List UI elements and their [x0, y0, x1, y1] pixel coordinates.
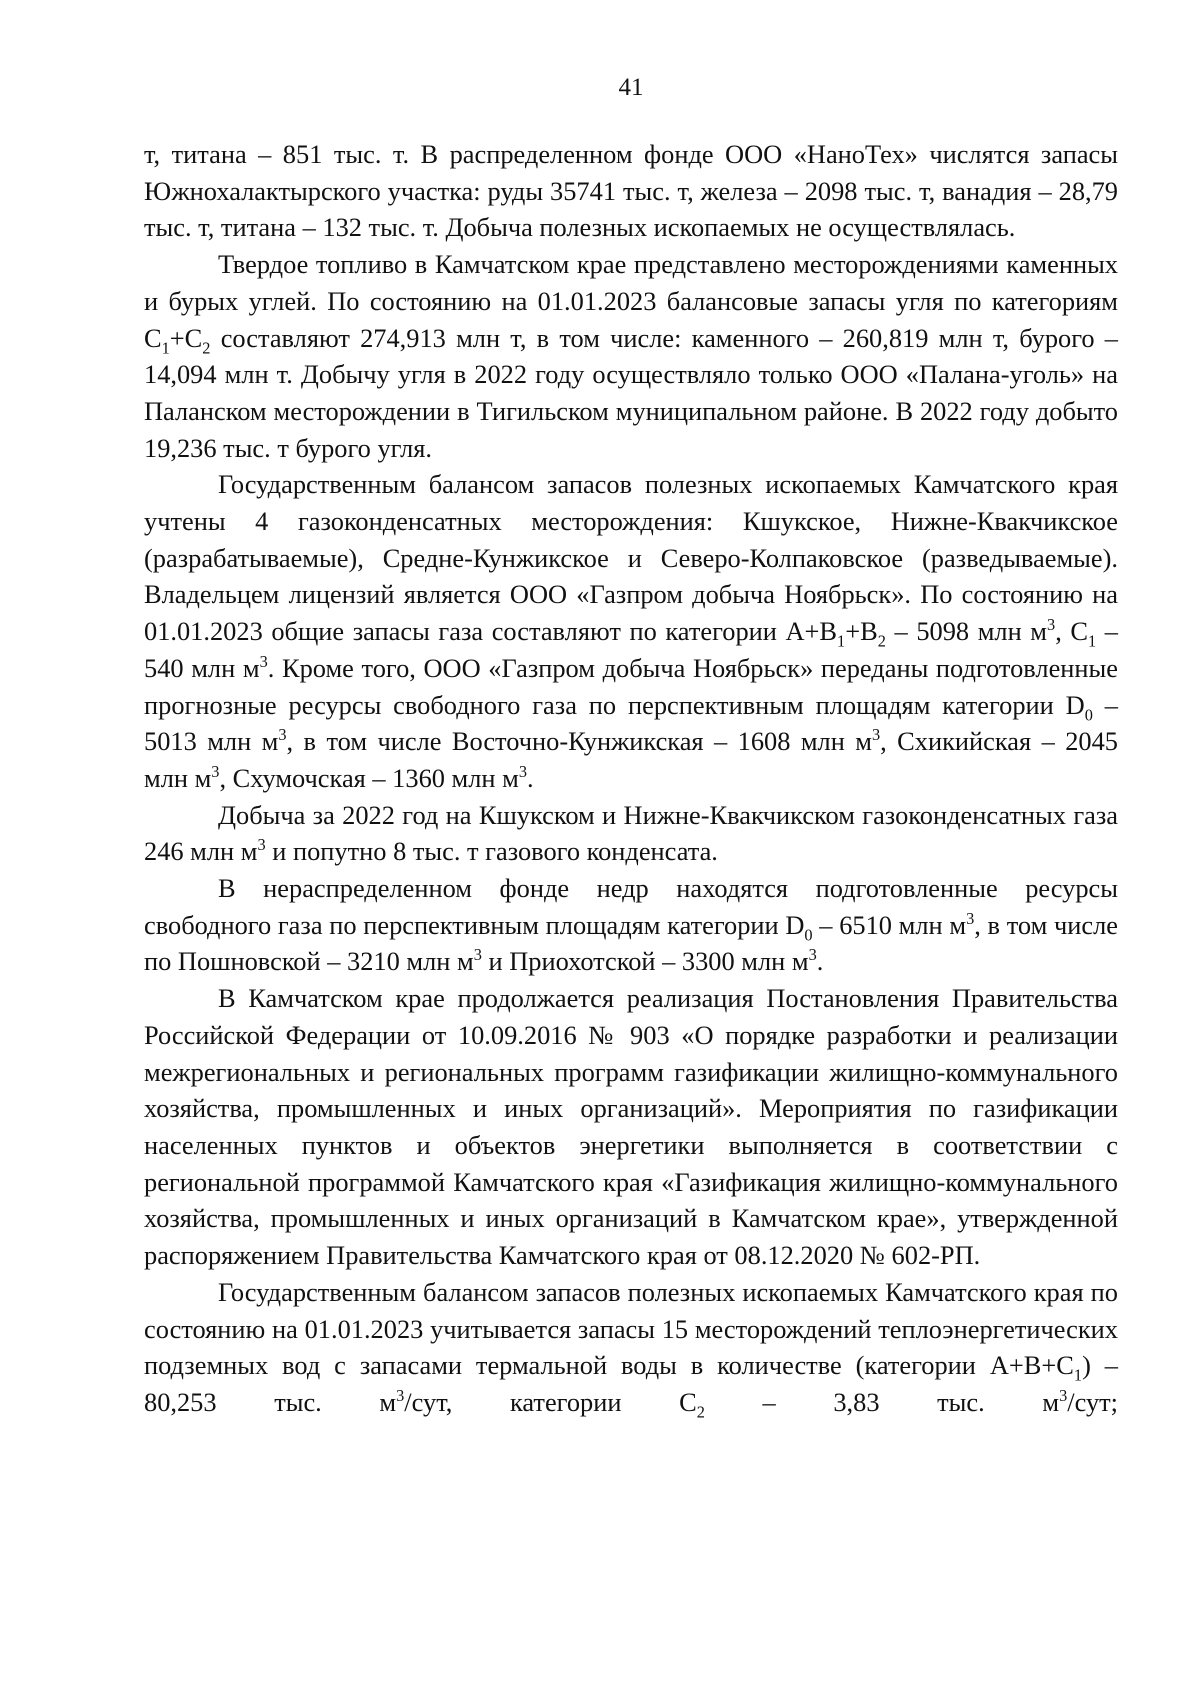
- text-run: – 6510 млн м: [812, 909, 967, 940]
- text-run: т, титана – 851 тыс. т. В распределенном фонде ООО «НаноТех» числятся запасы Южнохалактырского участка: руды 35741 тыс. т, железа – 2098 тыс. т, ванадия – 28,79 тыс. т, титана – 132 тыс. т. Добыча полезных ископаемых не осуществлялась.: [144, 139, 1118, 243]
- subscript: 2: [696, 1402, 705, 1422]
- paragraph-gasification-program: [144, 980, 1118, 1274]
- superscript: 3: [871, 725, 881, 745]
- text-run: Добыча за 2022 год на Кшукском и Нижне-Квакчикском газоконденсатных газа 246 млн м: [144, 799, 1118, 867]
- superscript: 3: [518, 762, 528, 782]
- superscript: 3: [473, 945, 482, 965]
- subscript: 0: [1084, 704, 1093, 724]
- text-run: , в том числе Восточно-Кунжикская – 1608 млн м: [286, 726, 872, 757]
- superscript: 3: [1059, 1386, 1068, 1406]
- text-run: , Схикийская – 2045 млн м: [144, 726, 1118, 793]
- paragraph-solid-fuel: [144, 246, 1118, 466]
- superscript: 3: [966, 908, 975, 928]
- paragraph-thermal-waters: [144, 1274, 1118, 1421]
- superscript: 3: [1047, 615, 1056, 635]
- text-run: В нераспределенном фонде недр находятся подготовленные ресурсы свободного газа по перспективным площадям категории D: [144, 873, 1118, 940]
- subscript: 2: [202, 337, 211, 357]
- paragraph-gas-production: [144, 797, 1118, 870]
- text-run: составляют 274,913 млн т, в том числе: каменного – 260,819 млн т, бурого – 14,094 млн т. Добычу угля в 2022 году осуществляло только ООО «Палана-уголь» на Паланском месторождении в Тигильском муниципальном районе. В 2022 году добыто 19,236 тыс. т бурого угля.: [144, 322, 1118, 463]
- paragraph-gas-condensate-fields: [144, 466, 1118, 796]
- text-run: , С: [1055, 616, 1089, 647]
- text-run: – 5013 млн м: [144, 689, 1118, 757]
- subscript: 1: [161, 337, 170, 357]
- text-run: и Приохотской – 3300 млн м: [481, 946, 809, 977]
- text-run: В Камчатском крае продолжается реализация Постановления Правительства Российской Федерации от 10.09.2016 № 903 «О порядке разработки и реализации межрегиональных и региональных программ газификации жилищно-коммунального хозяйства, промышленных и иных организаций». Мероприятия по газификации населенных пунктов и объектов энергетики выполняется в соответствии с региональной программой Камчатского края «Газификация жилищно-коммунального хозяйства, промышленных и иных организаций в Камчатском крае», утвержденной распоряжением Правительства Камчатского края от 08.12.2020 № 602-РП.: [144, 983, 1118, 1271]
- text-run: Государственным балансом запасов полезных ископаемых Камчатского края по состоянию на 01.01.2023 учитывается запасы 15 месторождений теплоэнергетических подземных вод с запасами термальной воды в количестве (категории А+В+С: [144, 1276, 1118, 1381]
- subscript: 1: [1073, 1365, 1083, 1385]
- superscript: 3: [808, 945, 817, 965]
- text-run: – 540 млн м: [144, 616, 1119, 683]
- document-body: [144, 136, 1118, 1421]
- subscript: 2: [877, 631, 886, 651]
- superscript: 3: [396, 1386, 405, 1406]
- text-run: – 3,83 тыс. м: [704, 1386, 1060, 1417]
- text-run: . Кроме того, ООО «Газпром добыча Ноябрьск» переданы подготовленные прогнозные ресурсы свободного газа по перспективным площадям категории D: [144, 652, 1118, 720]
- subscript: 0: [804, 925, 813, 945]
- paragraph-titanium-reserves: [144, 136, 1118, 246]
- text-run: .: [527, 762, 534, 793]
- subscript: 1: [837, 631, 846, 651]
- page-number: 41: [618, 74, 644, 101]
- subscript: 1: [1088, 631, 1097, 651]
- text-run: /сут;: [1067, 1386, 1119, 1417]
- text-run: – 5098 млн м: [885, 616, 1048, 647]
- text-run: +С: [169, 322, 203, 353]
- text-run: и попутно 8 тыс. т газового конденсата.: [265, 836, 718, 867]
- superscript: 3: [211, 762, 220, 782]
- text-run: , Схумочская – 1360 млн м: [219, 762, 519, 793]
- superscript: 3: [257, 835, 266, 855]
- text-run: , в том числе по Пошновской – 3210 млн м: [144, 909, 1118, 977]
- text-run: /сут, категории С: [404, 1386, 697, 1417]
- text-run: Государственным балансом запасов полезных ископаемых Камчатского края учтены 4 газоконденсатных месторождения: Кшукское, Нижне-Квакчикское (разрабатываемые), Средне-Кунжикское и Северо-Колпаковское (разведываемые). Владельцем лицензий является ООО «Газпром добыча Ноябрьск». По состоянию на 01.01.2023 общие запасы газа составляют по категории А+В: [144, 469, 1118, 647]
- text-run: .: [816, 946, 824, 977]
- text-run: +В: [845, 616, 878, 647]
- superscript: 3: [278, 725, 287, 745]
- text-run: ) – 80,253 тыс. м: [144, 1350, 1118, 1417]
- superscript: 3: [259, 652, 268, 672]
- text-run: Твердое топливо в Камчатском крае представлено месторождениями каменных и бурых углей. По состоянию на 01.01.2023 балансовые запасы угля по категориям С: [144, 249, 1118, 353]
- paragraph-unallocated-fund: [144, 870, 1118, 980]
